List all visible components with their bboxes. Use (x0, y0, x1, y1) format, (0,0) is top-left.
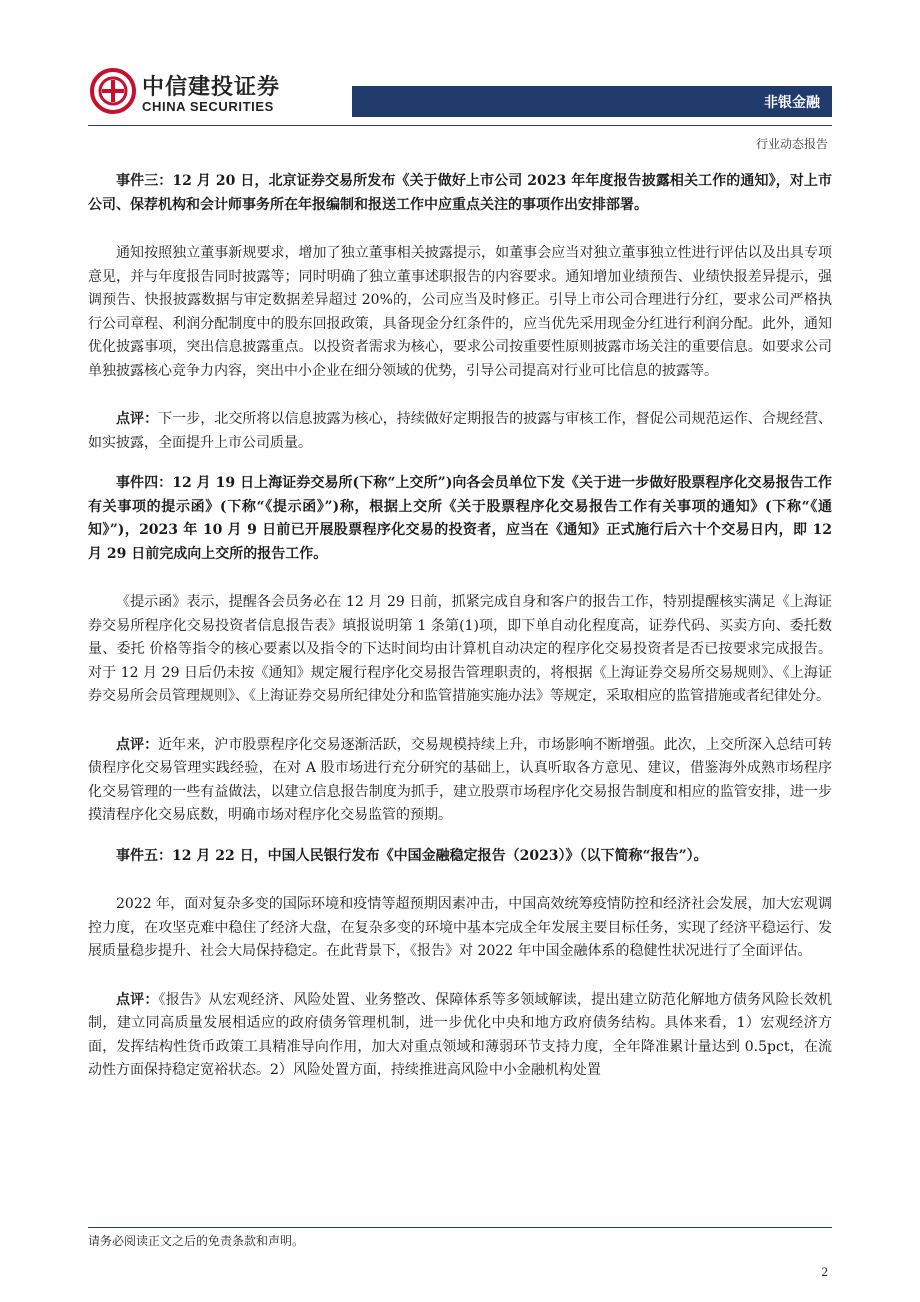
event-four-comment-text: 近年来，沪市股票程序化交易逐渐活跃，交易规模持续上升，市场影响不断增强。此次，上交所深入总结可转债程序化交易管理实践经验，在对 A 股市场进行充分研究的基础上，认真听取各方意见、建议，借鉴海外成熟市场程序化交易管理的一些有益做法，以建立信息报告制度为抓手，建立股票市场程序化交易报告制度和相应的监管安排，进一步摸清程序化交易底数，明确市场对程序化交易监管的预期。 (88, 736, 833, 823)
china-securities-logo-icon (90, 68, 136, 114)
event-five-body: 2022 年，面对复杂多变的国际环境和疫情等超预期因素冲击，中国高效统筹疫情防控和经济社会发展，加大宏观调控力度，在攻坚克难中稳住了经济大盘，在复杂多变的环境中基本完成全年发展主要目标任务，实现了经济平稳运行、发展质量稳步提升、社会大局保持稳定。在此背景下，《报告》对 2022 年中国金融体系的稳健性状况进行了全面评估。 (88, 896, 832, 959)
sector-banner (352, 86, 832, 117)
header-divider (88, 125, 832, 126)
comment-label: 点评： (116, 736, 159, 753)
event-three-body: 通知按照独立董事新规要求，增加了独立董事相关披露提示，如董事会应当对独立董事独立性进行评估以及出具专项意见，并与年度报告同时披露等；同时明确了独立董事述职报告的内容要求。通知增加业绩预告、业绩快报差异提示，强调预告、快报披露数据与审定数据差异超过 20%的，公司应当及时修正。引导上市公司合理进行分红，要求公司严格执行公司章程、利润分配制度中的股东回报政策，具备现金分红条件的，应当优先采用现金分红进行利润分配。此外，通知优化披露事项，突出信息披露重点。以投资者需求为核心，要求公司按重要性原则披露市场关注的重要信息。如要求公司单独披露核心竞争力内容，突出中小企业在细分领域的优势，引导公司提高对行业可比信息的披露等。 (88, 245, 832, 379)
sector-label: 非银金融 (764, 95, 820, 111)
event-four-body: 《提示函》表示，提醒各会员务必在 12 月 29 日前，抓紧完成自身和客户的报告工作，特别提醒核实满足《上海证券交易所程序化交易投资者信息报告表》填报说明第 1 条第(1)项，即下单自动化程度高，证券代码、买卖方向、委托数量、委托 价格等指令的核心要素以及指令的下达时间均由计算机自动决定的程序化交易投资者是否已按要求完成报告。对于 12 月 29 日后仍未按《通知》规定履行程序化交易报告管理职责的，将根据《上海证券交易所交易规则》、《上海证券交易所会员管理规则》、《上海证券交易所纪律处分和监管措施实施办法》等规定，采取相应的监管措施或者纪律处分。 (88, 594, 832, 704)
report-body (88, 170, 832, 1083)
report-type-label: 行业动态报告 (755, 137, 828, 151)
event-three-title: 事件三：12 月 20 日，北京证券交易所发布《关于做好上市公司 2023 年年度报告披露相关工作的通知》，对上市公司、保荐机构和会计师事务所在年报编制和报送工作中应重点关注的事项作出安排部署。 (88, 173, 832, 213)
comment-label: 点评： (116, 411, 159, 427)
event-three-comment-text: 下一步，北交所将以信息披露为核心，持续做好定期报告的披露与审核工作，督促公司规范运作、合规经营、如实披露，全面提升上市公司质量。 (88, 411, 833, 451)
brand-name-en: CHINA SECURITIES (142, 99, 274, 114)
page-number: 2 (821, 1264, 828, 1279)
event-five-comment (88, 989, 832, 1083)
event-five-comment-text: 《报告》从宏观经济、风险处置、业务整改、保障体系等多领域解读，提出建立防范化解地方债务风险长效机制，建立同高质量发展相适应的政府债务管理机制，进一步优化中央和地方政府债务结构。具体来看，1）宏观经济方面，发挥结构性货币政策工具精准导向作用，加大对重点领域和薄弱环节支持力度，全年降准累计量达到 0.5pct，在流动性方面保持稳定宽裕状态。2）风险处置方面，持续推进高风险中小金融机构处置 (88, 991, 833, 1078)
disclaimer-text: 请务必阅读正文之后的免责条款和声明。 (88, 1234, 305, 1248)
event-four-title: 事件四：12 月 19 日上海证券交易所(下称“上交所”)向各会员单位下发《关于进一步做好股票程序化交易报告工作有关事项的提示函》(下称“《提示函》”)称，根据上交所《关于股票程序化交易报告工作有关事项的通知》(下称“《通知》”)，2023 年 10 月 9 日前已开展股票程序化交易的投资者，应当在《通知》正式施行后六十个交易日内，即 12 月 29 日前完成向上交所的报告工作。 (88, 475, 832, 562)
event-five-title: 事件五：12 月 22 日，中国人民银行发布《中国金融稳定报告（2023）》（以下简称“报告”）。 (116, 847, 708, 864)
event-three-comment (88, 408, 832, 455)
event-four-comment (88, 734, 832, 828)
brand-name-cn: 中信建投证券 (142, 75, 281, 100)
footer-divider (88, 1227, 832, 1228)
comment-label: 点评： (116, 991, 159, 1008)
